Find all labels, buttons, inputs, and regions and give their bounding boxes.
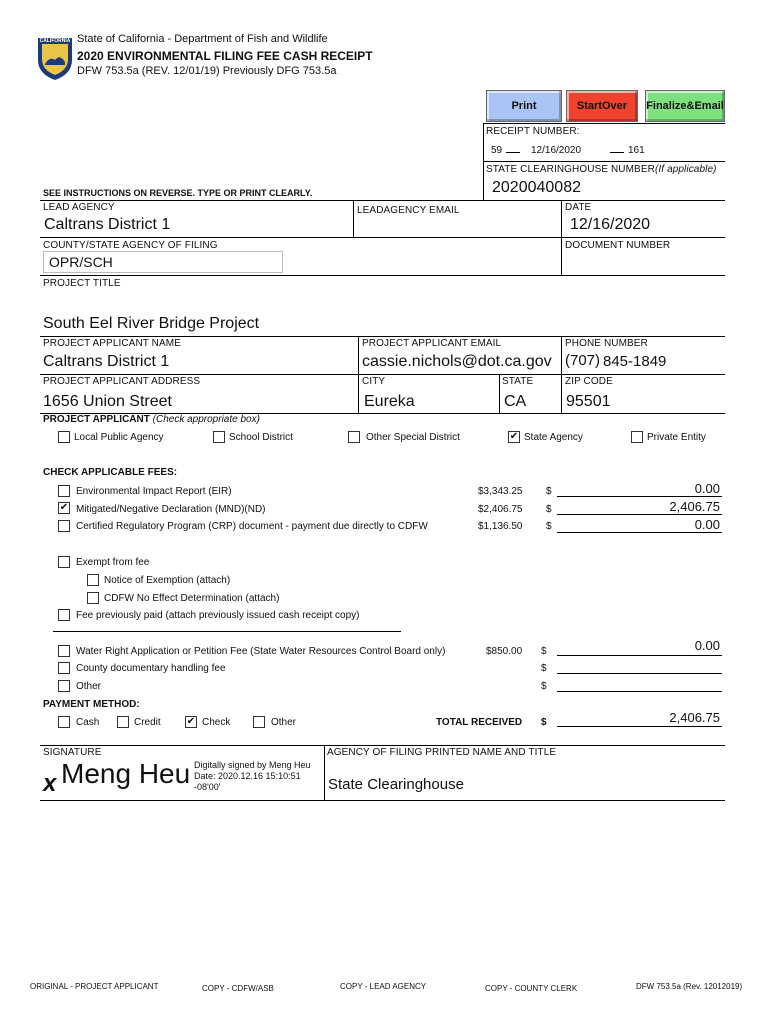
applicant-email-value[interactable]: cassie.nichols@dot.ca.gov [362,353,552,370]
county-input[interactable] [43,251,283,273]
county-fee-label: County documentary handling fee [76,663,226,674]
fee-eir-dollar: $ [546,486,552,497]
phone-label: PHONE NUMBER [565,338,648,349]
applicant-email-label: PROJECT APPLICANT EMAIL [362,338,502,349]
clearinghouse-number[interactable]: 2020040082 [492,179,581,196]
state-value[interactable]: CA [504,393,527,410]
county-label: COUNTY/STATE AGENCY OF FILING [43,240,218,251]
date-label: DATE [565,202,592,213]
checkbox-cdfw-no-effect[interactable] [87,592,99,604]
lead-agency-email-label: LEADAGENCY EMAIL [357,205,460,216]
digital-signature-line-3: -08'00' [194,782,221,792]
total-received-label: TOTAL RECEIVED [436,717,523,728]
payment-method-label: PAYMENT METHOD: [43,699,140,710]
receipt-part-1: 59 [491,145,503,156]
checkbox-other-fee[interactable] [58,680,70,692]
fee-mnd-name: Mitigated/Negative Declaration (MND)(ND) [76,504,266,515]
notice-label: Notice of Exemption (attach) [104,575,231,586]
clearinghouse-label: STATE CLEARINGHOUSE NUMBER [486,164,655,175]
receipt-part-3: 161 [628,145,645,156]
finalize-email-button[interactable]: Finalize&Email [645,90,725,122]
document-number-label: DOCUMENT NUMBER [565,240,671,251]
checkbox-crp[interactable] [58,520,70,532]
signature-label: SIGNATURE [43,747,102,758]
footer-form-rev: DFW 753.5a (Rev. 12012019) [636,982,743,991]
checkbox-private-entity[interactable] [631,431,643,443]
county-fee-dollar: $ [541,663,547,674]
water-right-amount[interactable]: 0.00 [694,638,720,653]
other-fee-label: Other [76,681,102,692]
fee-mnd-rate: $2,406.75 [478,504,523,515]
fee-mnd-amount[interactable]: 2,406.75 [669,499,720,514]
seal-text: CALIFORNIA [39,38,71,44]
checkbox-water-right[interactable] [58,645,70,657]
date-value[interactable]: 12/16/2020 [570,216,651,233]
checkbox-exempt[interactable] [58,556,70,568]
project-title-value[interactable]: South Eel River Bridge Project [43,315,260,332]
fee-mnd-dollar: $ [546,504,552,515]
print-button[interactable]: Print [486,90,562,122]
option-state-agency: State Agency [524,432,583,443]
payment-check: Check [202,717,231,728]
checkbox-cash[interactable] [58,716,70,728]
payment-other: Other [271,717,297,728]
total-dollar: $ [541,717,547,728]
receipt-number-label: RECEIPT NUMBER: [486,126,580,137]
water-right-name: Water Right Application or Petition Fee (State Water Resources Control Board only) [76,646,446,657]
project-title-label: PROJECT TITLE [43,278,121,289]
other-fee-dollar: $ [541,681,547,692]
instructions: SEE INSTRUCTIONS ON REVERSE. TYPE OR PRINT CLEARLY. [43,188,313,198]
footer-original: ORIGINAL - PROJECT APPLICANT [30,982,159,991]
payment-cash: Cash [76,717,100,728]
checkbox-credit[interactable] [117,716,129,728]
agency-of-filing-label: AGENCY OF FILING PRINTED NAME AND TITLE [327,747,557,758]
checkbox-eir[interactable] [58,485,70,497]
form-title: 2020 ENVIRONMENTAL FILING FEE CASH RECEIPT [77,49,373,63]
lead-agency-value[interactable]: Caltrans District 1 [44,216,171,233]
fee-eir-name: Environmental Impact Report (EIR) [76,486,232,497]
checkbox-check[interactable]: ✔ [186,716,196,727]
applicant-name-value[interactable]: Caltrans District 1 [43,353,170,370]
applicant-name-label: PROJECT APPLICANT NAME [43,338,181,349]
fee-crp-amount[interactable]: 0.00 [694,517,720,532]
phone-area[interactable]: (707) [565,352,601,369]
water-right-rate: $850.00 [486,646,523,657]
fee-crp-name: Certified Regulatory Program (CRP) document - payment due directly to CDFW [76,521,428,532]
county-value: OPR/SCH [49,254,113,270]
checkbox-fee-previously-paid[interactable] [58,609,70,621]
prev-paid-line [53,631,401,632]
digital-signature-line-2: Date: 2020.12.16 15:10:51 [194,771,301,781]
option-local-public-agency: Local Public Agency [74,432,164,443]
checkbox-other-payment[interactable] [253,716,265,728]
option-private-entity: Private Entity [647,432,706,443]
fee-eir-amount[interactable]: 0.00 [694,481,720,496]
signature-mark: x [43,770,57,797]
prev-paid-label: Fee previously paid (attach previously issued cash receipt copy) [76,610,360,621]
cdfw-label: CDFW No Effect Determination (attach) [104,593,280,604]
fee-crp-dollar: $ [546,521,552,532]
checkbox-local-public-agency[interactable] [58,431,70,443]
checkbox-county-fee[interactable] [58,662,70,674]
footer-copy-lead: COPY - LEAD AGENCY [340,982,427,991]
receipt-part-2: 12/16/2020 [531,145,582,156]
signature-field[interactable] [43,758,321,798]
form-id: DFW 753.5a (REV. 12/01/19) Previously DFG 753.5a [77,65,337,77]
agency-of-filing-value[interactable]: State Clearinghouse [328,776,464,793]
option-school-district: School District [229,432,293,443]
total-received-amount[interactable]: 2,406.75 [669,710,720,725]
footer-copy-county: COPY - COUNTY CLERK [485,984,578,993]
state-label: STATE [502,376,534,387]
city-value[interactable]: Eureka [364,393,415,410]
checkbox-notice-of-exemption[interactable] [87,574,99,586]
agency-name: State of California - Department of Fish and Wildlife [77,33,328,45]
option-other-special-district: Other Special District [366,432,460,443]
applicant-address-value[interactable]: 1656 Union Street [43,393,172,410]
applicant-address-label: PROJECT APPLICANT ADDRESS [43,376,201,387]
clearinghouse-note: (If applicable) [655,164,717,175]
zip-label: ZIP CODE [565,376,613,387]
checkbox-state-agency[interactable]: ✔ [509,431,519,442]
zip-value[interactable]: 95501 [566,393,611,410]
digital-signature-line-1: Digitally signed by Meng Heu [194,760,311,770]
exempt-label: Exempt from fee [76,557,150,568]
fees-label: CHECK APPLICABLE FEES: [43,467,178,478]
checkbox-mnd[interactable]: ✔ [59,502,69,513]
phone-number[interactable]: 845-1849 [603,353,667,370]
water-right-dollar: $ [541,646,547,657]
fee-crp-rate: $1,136.50 [478,521,523,532]
payment-credit: Credit [134,717,161,728]
fee-eir-rate: $3,343.25 [478,486,523,497]
footer-copy-cdfw: COPY - CDFW/ASB [202,984,274,993]
applicant-type-label: PROJECT APPLICANT (Check appropriate box) [43,414,260,425]
checkbox-other-special-district[interactable] [348,431,360,443]
signature-name: Meng Heu [61,758,191,789]
checkbox-school-district[interactable] [213,431,225,443]
start-over-button[interactable]: StartOver [566,90,638,122]
lead-agency-label: LEAD AGENCY [43,202,115,213]
city-label: CITY [362,376,386,387]
